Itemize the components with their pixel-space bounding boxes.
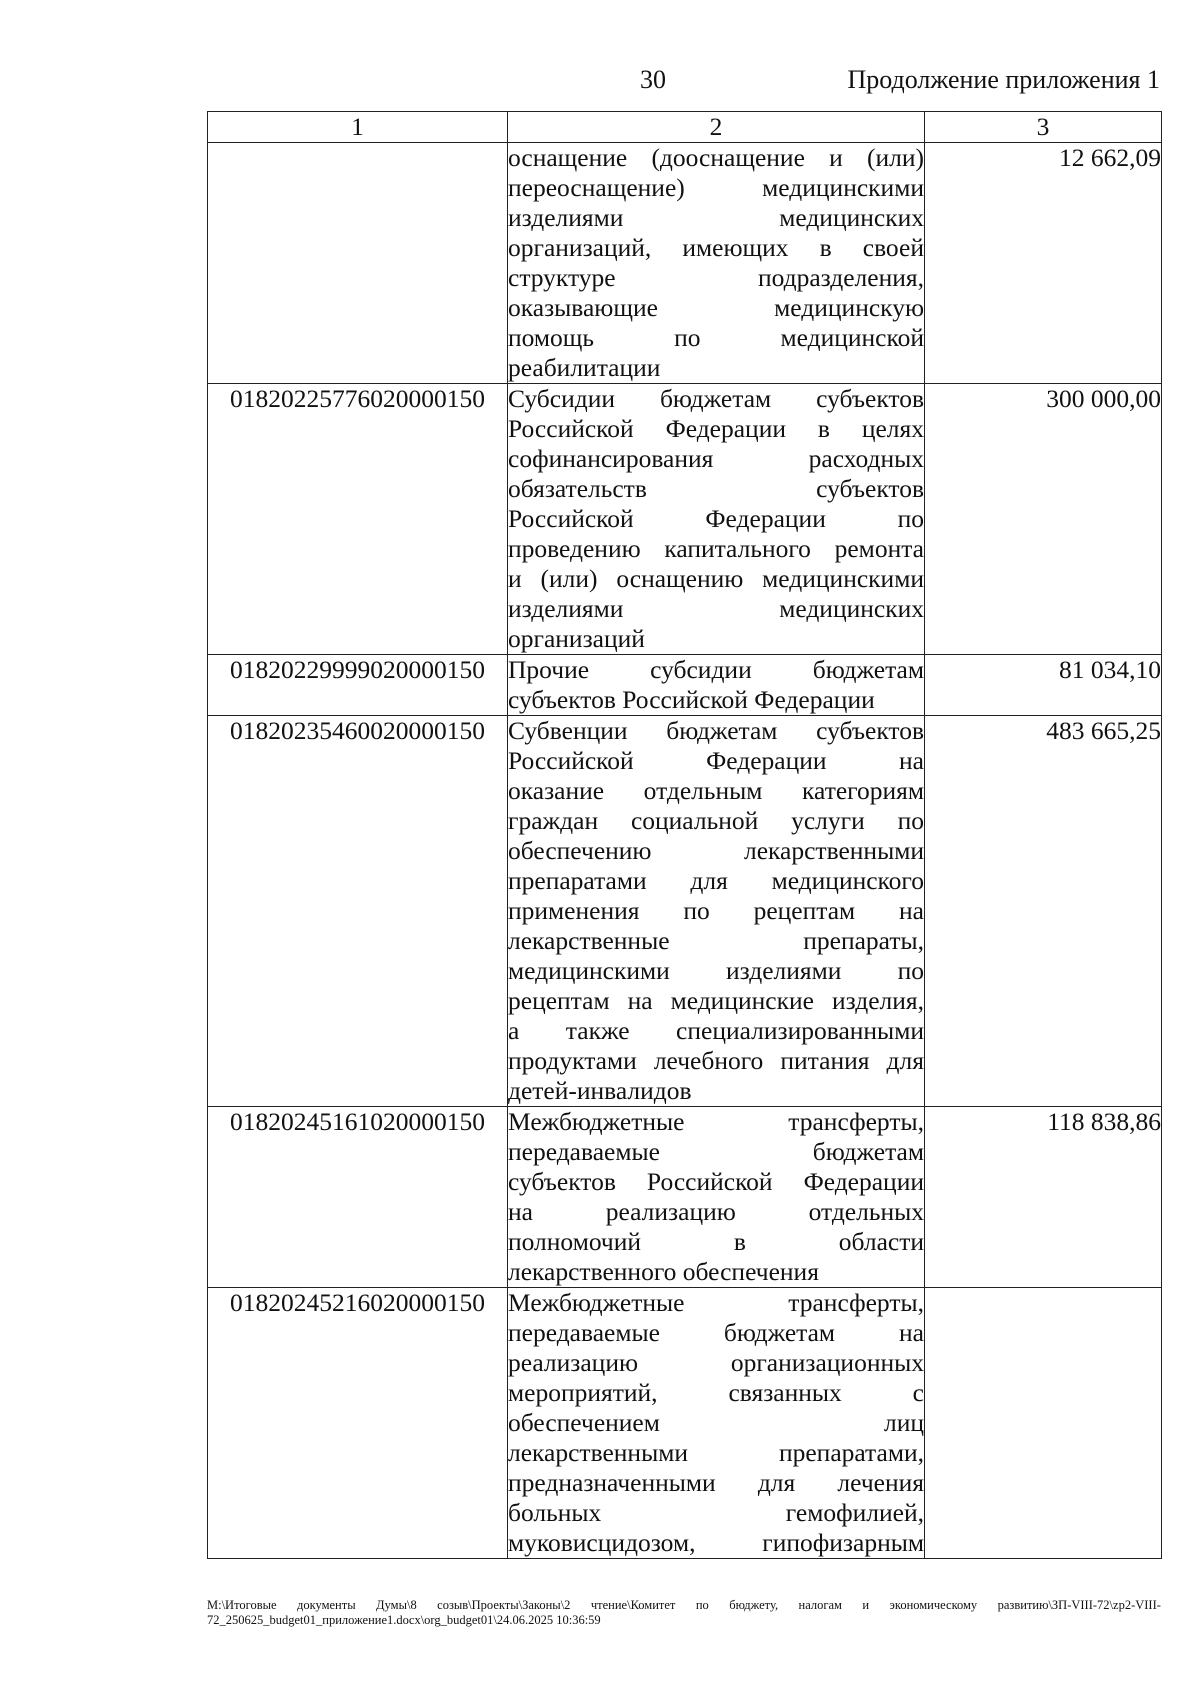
- amount-cell: 483 665,25: [925, 716, 1162, 1107]
- budget-code-cell: 01820225776020000150: [208, 384, 508, 655]
- word: также: [565, 1016, 630, 1045]
- word: лечебного: [653, 1046, 764, 1075]
- word: на: [508, 1197, 533, 1226]
- word: лиц: [883, 1408, 924, 1437]
- word: Федерации: [705, 504, 826, 533]
- word: медицинскими: [762, 564, 924, 593]
- word: медицинских: [779, 594, 924, 623]
- word: граждан: [508, 806, 599, 835]
- amount-cell: 300 000,00: [925, 384, 1162, 655]
- word: мероприятий,: [508, 1378, 658, 1407]
- word: организационных: [730, 1348, 924, 1377]
- name-line: [508, 1378, 924, 1408]
- word: Российской: [508, 746, 634, 775]
- word: налогам: [798, 1598, 842, 1612]
- name-line: [508, 384, 924, 414]
- name-line: [508, 655, 924, 685]
- name-line: [508, 986, 924, 1016]
- word: лечения: [837, 1468, 924, 1497]
- continuation-title: Продолжение приложения 1: [847, 65, 1160, 94]
- word: бюджетам: [812, 1137, 924, 1166]
- word: софинансирования: [508, 444, 714, 473]
- word: проведению: [508, 534, 641, 563]
- word: бюджету,: [729, 1598, 779, 1612]
- word: расходных: [808, 444, 924, 473]
- word: категориям: [802, 776, 924, 805]
- name-line: [508, 444, 924, 474]
- column-header-3: 3: [925, 112, 1162, 143]
- word: ремонта: [834, 534, 924, 563]
- word: полномочий: [508, 1227, 642, 1256]
- word: бюджетам: [723, 1318, 836, 1347]
- word: по: [897, 504, 924, 533]
- name-line: организаций: [508, 624, 645, 653]
- word: помощь: [508, 323, 595, 352]
- word: реализацию: [605, 1197, 736, 1226]
- word: по: [683, 896, 710, 925]
- page-number: 30: [640, 65, 666, 94]
- name-line: [508, 1227, 924, 1257]
- name-line: [508, 263, 924, 293]
- word: бюджетам: [812, 655, 924, 684]
- income-name-cell: [508, 655, 925, 716]
- word: Прочие: [508, 655, 590, 684]
- budget-code-cell: [208, 143, 508, 384]
- word: специализированными: [676, 1016, 924, 1045]
- word: оказание: [508, 776, 605, 805]
- word: предназначенными: [508, 1468, 716, 1497]
- amount-cell: 81 034,10: [925, 655, 1162, 716]
- table-header-row: [208, 112, 1162, 143]
- income-name-cell: [508, 143, 925, 384]
- word: продуктами: [508, 1046, 637, 1075]
- budget-table: [207, 111, 1162, 1559]
- word: Российской: [508, 414, 634, 443]
- word: гипофизарным: [762, 1528, 924, 1557]
- word: субъектов: [508, 1167, 616, 1196]
- name-line: детей-инвалидов: [508, 1076, 692, 1105]
- word: Межбюджетные: [508, 1107, 685, 1136]
- word: капитального: [664, 534, 811, 563]
- word: трансферты,: [788, 1107, 924, 1136]
- word: а: [508, 1016, 520, 1045]
- word: трансферты,: [788, 1288, 924, 1317]
- word: обеспечению: [508, 836, 652, 865]
- name-line: [508, 896, 924, 926]
- word: на: [899, 1318, 924, 1347]
- table-row: [208, 1288, 1162, 1559]
- word: связанных: [728, 1378, 842, 1407]
- name-line: [508, 1438, 924, 1468]
- word: по: [897, 956, 924, 985]
- word: бюджетам: [659, 384, 772, 413]
- table-row: [208, 716, 1162, 1107]
- name-line: [508, 746, 924, 776]
- word: (дооснащение: [651, 143, 805, 172]
- word: субсидии: [650, 655, 752, 684]
- name-line: [508, 233, 924, 263]
- name-line: [508, 1498, 924, 1528]
- word: экономическому: [889, 1598, 978, 1612]
- word: рецептам: [753, 896, 856, 925]
- word: документы: [297, 1598, 356, 1612]
- word: передаваемые: [508, 1318, 660, 1347]
- word: лекарственные: [508, 926, 670, 955]
- word: лекарственными: [508, 1438, 688, 1467]
- word: социальной: [630, 806, 759, 835]
- name-line: [508, 1468, 924, 1498]
- name-line: [508, 1016, 924, 1046]
- word: обеспечением: [508, 1408, 660, 1437]
- word: препараты,: [803, 926, 924, 955]
- table-row: [208, 143, 1162, 384]
- word: препаратами,: [778, 1438, 924, 1467]
- word: по: [674, 323, 701, 352]
- name-line: [508, 173, 924, 203]
- word: Думы\8: [376, 1598, 417, 1612]
- name-line: [508, 594, 924, 624]
- column-header-2: 2: [508, 112, 925, 143]
- word: для: [886, 1046, 924, 1075]
- budget-code-cell: 01820229999020000150: [208, 655, 508, 716]
- word: и: [508, 564, 522, 593]
- word: услуги: [791, 806, 865, 835]
- word: для: [690, 866, 728, 895]
- word: медицинской: [780, 323, 924, 352]
- word: препаратами: [508, 866, 647, 895]
- word: субъектов: [816, 716, 924, 745]
- word: субъектов: [816, 474, 924, 503]
- word: области: [838, 1227, 924, 1256]
- word: организаций,: [508, 233, 652, 262]
- name-line: [508, 776, 924, 806]
- word: муковисцидозом,: [508, 1528, 696, 1557]
- word: М:\Итоговые: [207, 1598, 277, 1612]
- word: развитию\ЗП-VIII-72\zp2-VIII-: [997, 1598, 1161, 1612]
- word: субъектов: [816, 384, 924, 413]
- budget-code-cell: 01820245161020000150: [208, 1107, 508, 1288]
- footer-line-1: [207, 1598, 1161, 1613]
- word: изделиями: [508, 594, 624, 623]
- word: бюджетам: [666, 716, 778, 745]
- word: Федерации: [803, 1167, 924, 1196]
- footer-line-2: 72_250625_budget01_приложение1.docx\org_budget01\24.06.2025 10:36:59: [207, 1613, 601, 1627]
- name-line: [508, 956, 924, 986]
- word: медицинскую: [774, 293, 924, 322]
- word: в: [819, 233, 832, 262]
- name-line: [508, 143, 924, 173]
- word: гемофилией,: [785, 1498, 924, 1527]
- word: обязательств: [508, 474, 647, 503]
- word: Субвенции: [508, 716, 628, 745]
- word: переоснащение): [508, 173, 685, 202]
- word: медицинского: [771, 866, 924, 895]
- word: применения: [508, 896, 640, 925]
- name-line: [508, 474, 924, 504]
- name-line: [508, 1408, 924, 1438]
- word: реализацию: [508, 1348, 639, 1377]
- name-line: [508, 806, 924, 836]
- name-line: [508, 866, 924, 896]
- column-header-1: 1: [208, 112, 508, 143]
- word: (или): [866, 143, 924, 172]
- word: оснащению: [616, 564, 744, 593]
- table-row: [208, 1107, 1162, 1288]
- word: для: [757, 1468, 796, 1497]
- word: созыв\Проекты\Законы\2: [437, 1598, 571, 1612]
- name-line: [508, 564, 924, 594]
- amount-cell: [925, 1288, 1162, 1559]
- table-row: [208, 655, 1162, 716]
- word: отдельных: [808, 1197, 924, 1226]
- word: Федерации: [706, 746, 827, 775]
- word: изделиями: [725, 956, 842, 985]
- word: на: [627, 986, 653, 1015]
- name-line: реабилитации: [508, 353, 661, 382]
- word: медицинские: [670, 986, 814, 1015]
- word: медицинскими: [762, 173, 924, 202]
- name-line: [508, 1348, 924, 1378]
- name-line: [508, 1107, 924, 1137]
- income-name-cell: [508, 384, 925, 655]
- name-line: [508, 414, 924, 444]
- name-line: субъектов Российской Федерации: [508, 685, 875, 714]
- name-line: [508, 1528, 924, 1558]
- budget-code-cell: 01820235460020000150: [208, 716, 508, 1107]
- word: изделия,: [831, 986, 924, 1015]
- name-line: [508, 534, 924, 564]
- table-row: [208, 384, 1162, 655]
- word: отдельным: [643, 776, 763, 805]
- word: в: [817, 414, 830, 443]
- name-line: [508, 1167, 924, 1197]
- word: оснащение: [508, 143, 628, 172]
- word: передаваемые: [508, 1137, 660, 1166]
- word: Федерации: [665, 414, 786, 443]
- name-line: [508, 323, 924, 353]
- word: и: [829, 143, 843, 172]
- word: больных: [508, 1498, 602, 1527]
- word: в: [733, 1227, 746, 1256]
- name-line: [508, 1318, 924, 1348]
- name-line: [508, 1046, 924, 1076]
- income-name-cell: [508, 1107, 925, 1288]
- word: с: [912, 1378, 924, 1407]
- word: имеющих: [682, 233, 789, 262]
- word: своей: [862, 233, 924, 262]
- name-line: [508, 504, 924, 534]
- word: Межбюджетные: [508, 1288, 685, 1317]
- amount-cell: 12 662,09: [925, 143, 1162, 384]
- name-line: [508, 926, 924, 956]
- word: по: [695, 1598, 709, 1612]
- word: рецептам: [508, 986, 610, 1015]
- name-line: [508, 716, 924, 746]
- word: медицинских: [779, 203, 924, 232]
- amount-cell: 118 838,86: [925, 1107, 1162, 1288]
- name-line: [508, 836, 924, 866]
- word: оказывающие: [508, 293, 658, 322]
- word: целях: [861, 414, 924, 443]
- word: лекарственными: [744, 836, 924, 865]
- word: Субсидии: [508, 384, 615, 413]
- word: структуре: [508, 263, 616, 292]
- word: (или): [540, 564, 598, 593]
- table-body: [208, 143, 1162, 1559]
- word: на: [899, 746, 924, 775]
- budget-code-cell: 01820245216020000150: [208, 1288, 508, 1559]
- word: по: [897, 806, 924, 835]
- name-line: [508, 1197, 924, 1227]
- word: медицинскими: [508, 956, 670, 985]
- word: питания: [780, 1046, 870, 1075]
- name-line: [508, 293, 924, 323]
- name-line: лекарственного обеспечения: [508, 1257, 819, 1286]
- word: Российской: [508, 504, 634, 533]
- word: чтение\Комитет: [590, 1598, 676, 1612]
- name-line: [508, 203, 924, 233]
- word: изделиями: [508, 203, 624, 232]
- word: и: [862, 1598, 870, 1612]
- income-name-cell: [508, 716, 925, 1107]
- word: Российской: [646, 1167, 773, 1196]
- word: на: [899, 896, 924, 925]
- income-name-cell: [508, 1288, 925, 1559]
- word: подразделения,: [757, 263, 924, 292]
- name-line: [508, 1137, 924, 1167]
- name-line: [508, 1288, 924, 1318]
- file-path-footer: [207, 1598, 1161, 1628]
